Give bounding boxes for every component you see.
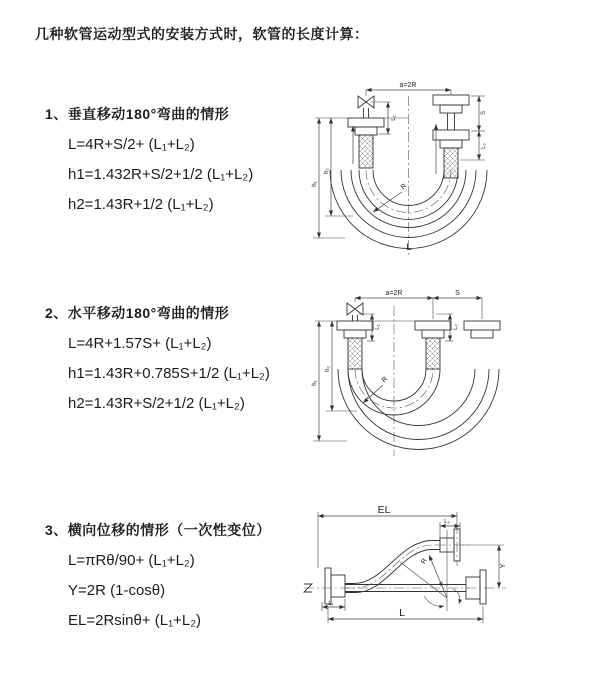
dim-label-l2: L₂ [453,324,459,330]
dim-label-l1: L₁ [375,324,381,330]
section-1-heading [45,104,253,124]
dim-label-l2: L₂ [444,519,450,525]
valve-icon [347,303,363,315]
section-3-number: 3、 [45,522,68,538]
formula-length: L=4R+1.57S+ (L₁+L₂) [68,335,212,352]
dim-label-h2: h₂ [325,366,331,372]
dimension-annotations [312,314,459,441]
flange [433,95,469,105]
flange [325,568,331,604]
flange [464,321,500,330]
formula-el: EL=2Rsinθ+ (L₁+L₂) [68,612,202,629]
dim-label-a2r: a=2R [399,82,417,89]
section-3-heading [45,520,271,540]
hose-s-curve-drawing [304,524,506,604]
hose-u-bend-drawing [330,82,487,258]
section-3-title: 横向位移的情形（一次性变位） [67,522,271,538]
dim-label-s: S [481,110,487,116]
section-2-title: 水平移动180°弯曲的情形 [67,305,230,321]
dim-label-h1: h₁ [312,380,318,386]
braided-hose [426,338,440,369]
formula-h1: h1=1.432R+S/2+1/2 (L₁+L₂) [68,166,254,183]
dim-label-l2: L₂ [481,143,487,149]
dimension-annotations [318,504,507,623]
angle-arc-arrow [424,596,444,606]
dim-label-radius: R [420,557,429,566]
dim-label-length: L [399,607,405,619]
section-2-number: 2、 [45,305,68,321]
dim-label-radius: R [380,375,390,385]
dim-label-h1: h₁ [312,181,318,187]
formula-h1: h1=1.43R+0.785S+1/2 (L₁+L₂) [68,365,270,382]
formula-y: Y=2R (1-cosθ) [68,582,166,599]
braided-hose [348,338,362,369]
formula-h2: h2=1.43R+S/2+1/2 (L₁+L₂) [68,395,245,412]
diagram-lateral-displacement [296,498,571,658]
section-1-number: 1、 [45,106,68,122]
formula-h2: h2=1.43R+1/2 (L₁+L₂) [68,196,214,213]
dim-label-l1: L₁ [328,601,334,607]
flange [337,321,373,330]
formula-length: L=4R+S/2+ (L₁+L₂) [68,136,195,153]
dimension-annotations [312,96,487,253]
dim-label-a2r: a=2R [385,290,403,297]
page-title: 几种软管运动型式的安装方式时，软管的长度计算： [35,26,369,42]
diagram-horizontal-180-bend [305,281,555,466]
diagram-vertical-180-bend [305,66,535,266]
flange [415,321,451,330]
dim-label-length: L [406,242,412,253]
flange [433,130,469,140]
section-horizontal-movement [45,303,270,419]
braided-hose [359,135,373,168]
flange [480,570,486,604]
dim-label-theta: θ [439,581,443,588]
dim-label-s: S [455,290,460,297]
flange [348,118,384,127]
dim-label-l1: L₁ [391,115,397,121]
dim-label-el: EL [377,504,391,516]
dim-label-radius: R [399,182,409,192]
section-lateral-displacement [45,520,271,636]
formula-length: L=πRθ/90+ (L₁+L₂) [68,552,195,569]
section-2-heading [45,303,270,323]
dim-label-y: Y [500,563,507,569]
dim-label-h2: h₂ [324,168,330,174]
hose-u-bend-drawing [337,290,500,456]
section-1-title: 垂直移动180°弯曲的情形 [67,106,230,122]
section-vertical-movement [45,104,253,220]
